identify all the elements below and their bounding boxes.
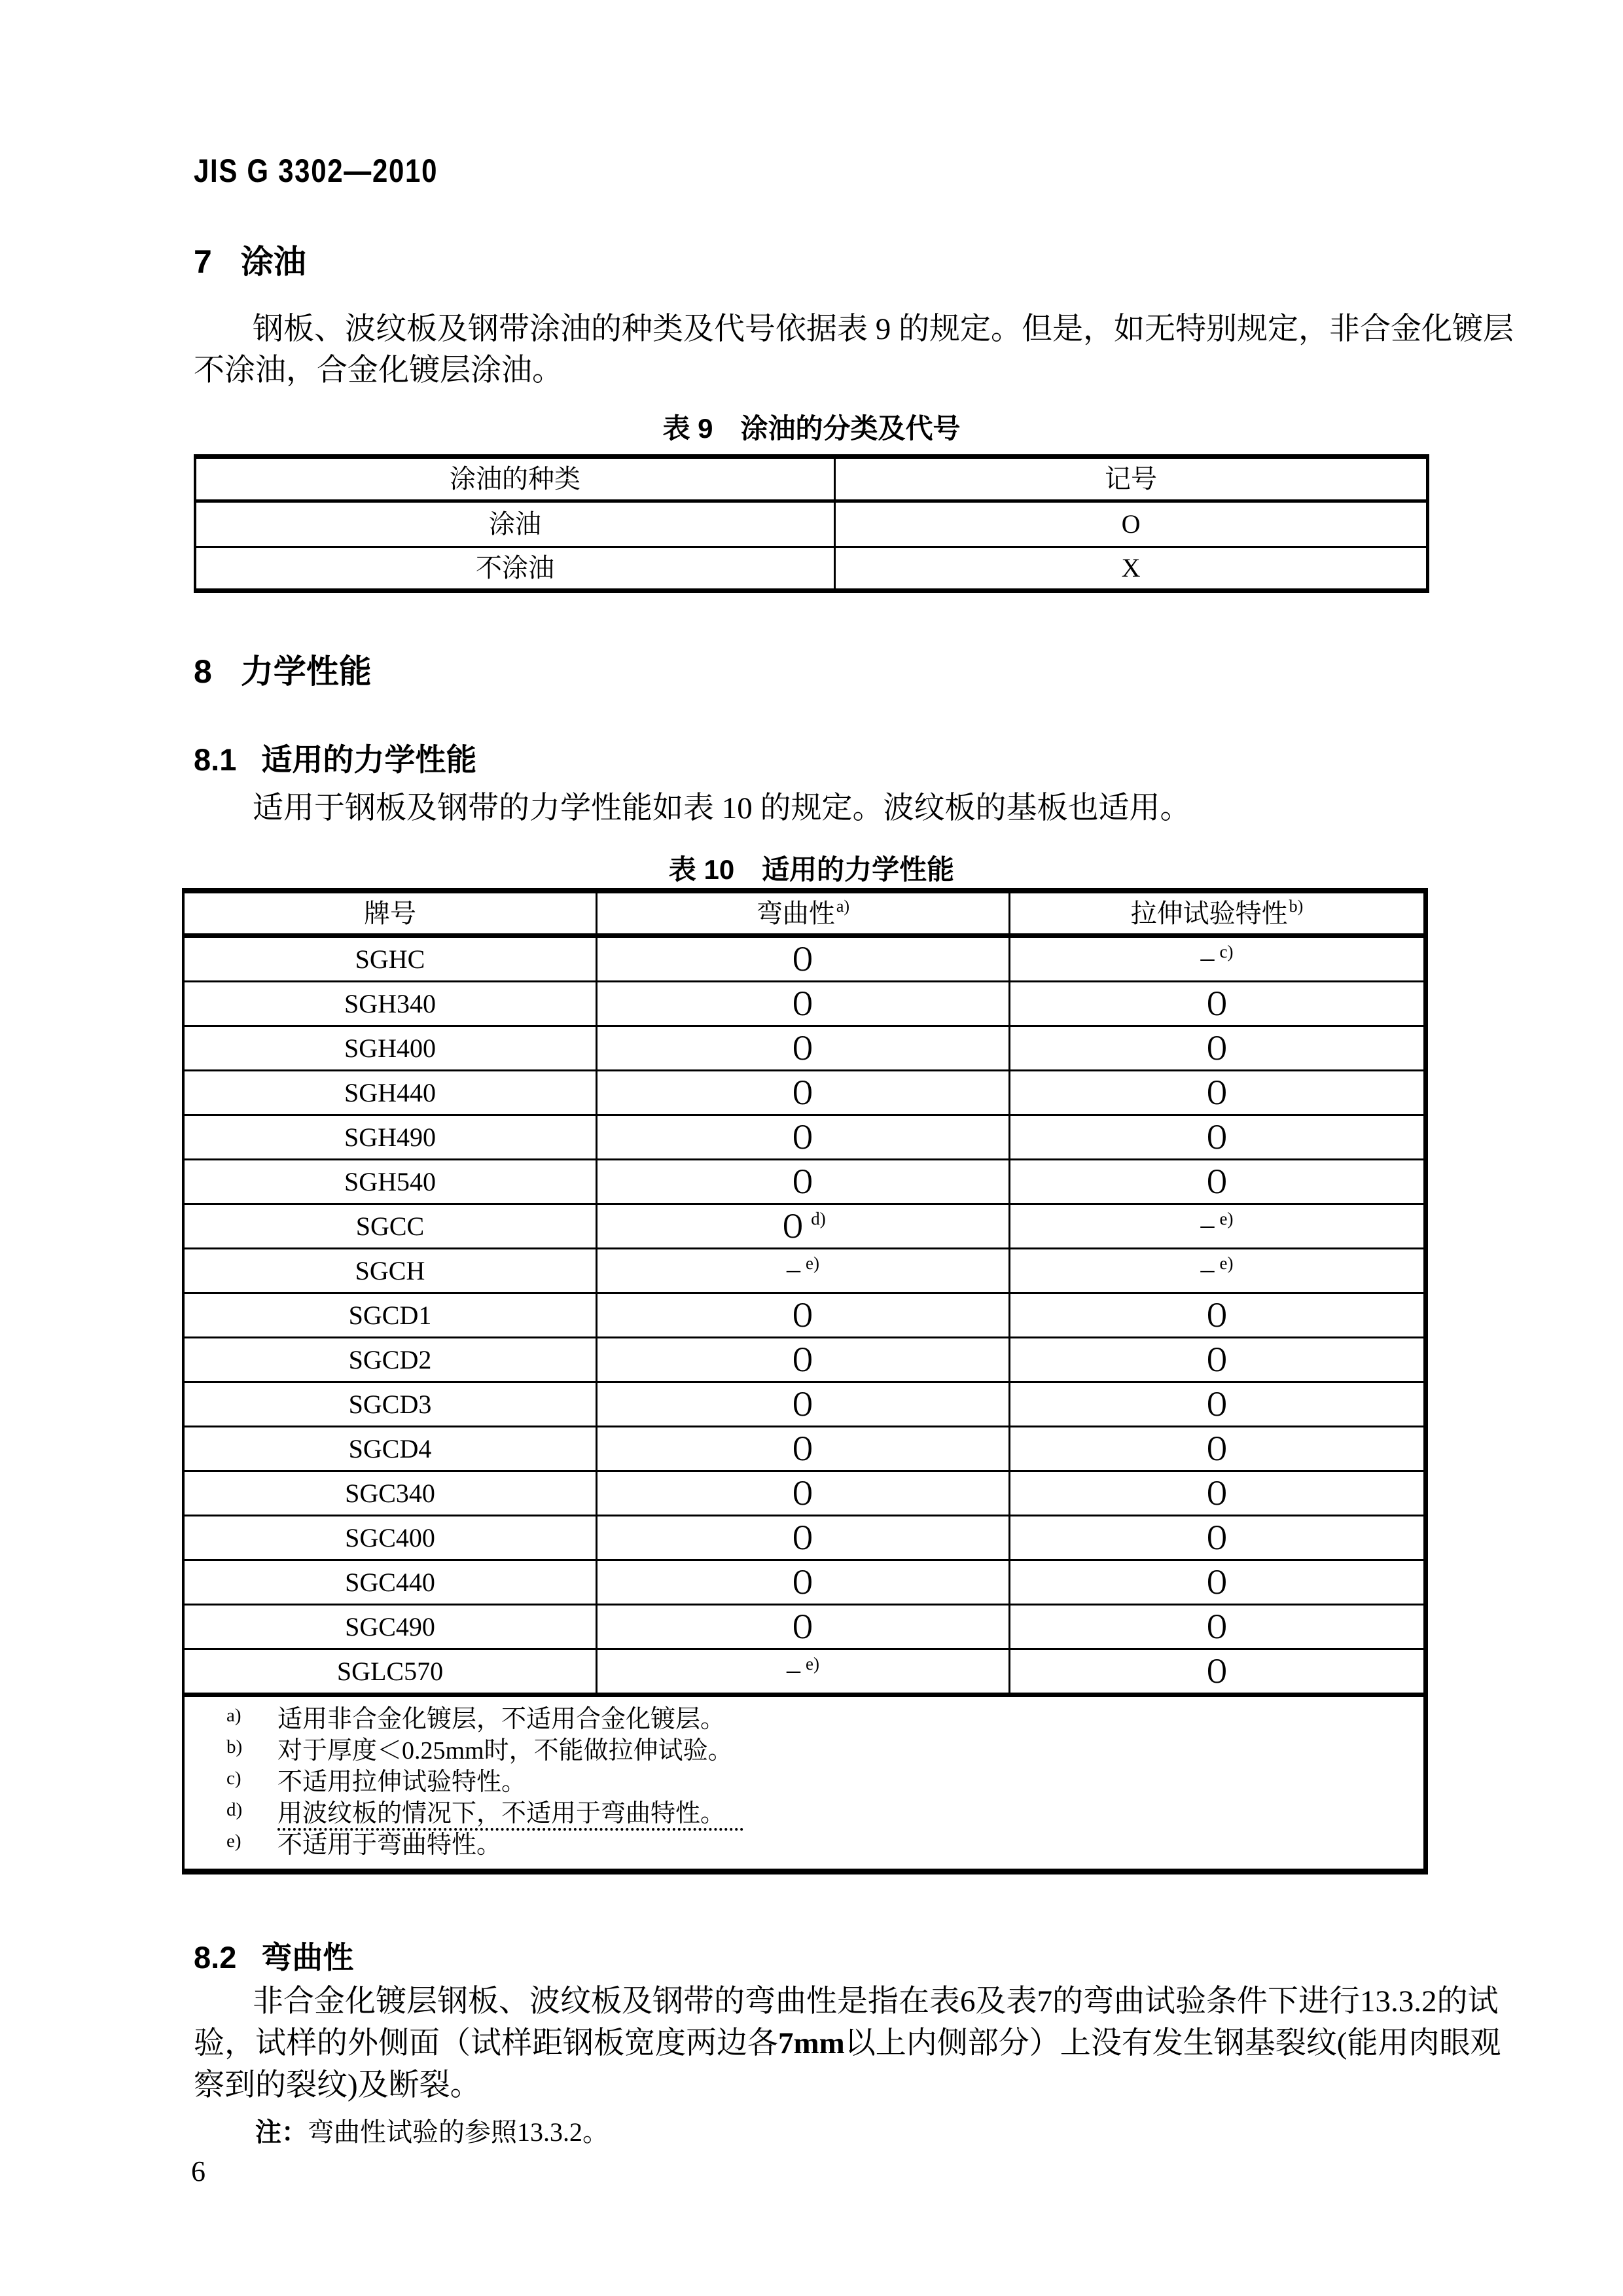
circle-mark: O — [1207, 1429, 1227, 1468]
header-superscript: b) — [1289, 897, 1304, 916]
circle-mark: O — [1207, 1028, 1227, 1067]
section-8-2-note — [255, 2111, 609, 2149]
table-10-bend-cell — [597, 1650, 1010, 1693]
table-row — [185, 1605, 1423, 1650]
table-row — [185, 1249, 1423, 1294]
table-10-tensile-cell — [1010, 1383, 1423, 1426]
cell-superscript: c) — [1219, 942, 1234, 961]
table-10-bend-cell — [597, 1027, 1010, 1069]
cell-superscript: d) — [811, 1209, 826, 1229]
dash-mark: – — [786, 1655, 800, 1685]
footnote-marker: b) — [226, 1736, 243, 1757]
header-superscript: a) — [836, 897, 850, 916]
paragraph-line — [194, 2022, 1501, 2064]
footnote-marker: e) — [226, 1831, 241, 1852]
table-row — [185, 1427, 1423, 1472]
table-10-bend-cell — [597, 1071, 1010, 1114]
table-10-tensile-cell — [1010, 1205, 1423, 1247]
section-8-2-heading — [194, 1933, 353, 1977]
table-row — [196, 503, 1426, 548]
table-9-header-kind: 涂油的种类 — [196, 459, 836, 499]
bold-text: 7mm — [778, 2026, 845, 2060]
table-10-tensile-cell — [1010, 1472, 1423, 1515]
table-10-tensile-cell — [1010, 1427, 1423, 1470]
section-8-2-title: 弯曲性 — [261, 1940, 354, 1975]
table-row — [185, 1294, 1423, 1338]
table-10-bend-cell — [597, 1605, 1010, 1648]
dash-mark: – — [1200, 1255, 1215, 1285]
circle-mark: O — [1207, 1518, 1227, 1557]
table-10-grade-cell: SGH490 — [185, 1116, 597, 1158]
table-10-bend-cell — [597, 1472, 1010, 1515]
table-10-tensile-cell — [1010, 1160, 1423, 1203]
table-row — [185, 1472, 1423, 1516]
circle-mark: O — [793, 1117, 813, 1157]
table-10-grade-cell: SGLC570 — [185, 1650, 597, 1693]
table-10-tensile-cell — [1010, 1249, 1423, 1292]
table-row — [185, 1516, 1423, 1561]
table-10-tensile-cell — [1010, 1516, 1423, 1559]
table-10-bend-cell — [597, 938, 1010, 980]
table-10-body — [185, 938, 1423, 1693]
circle-mark: O — [1207, 1295, 1227, 1335]
footnote-line — [185, 1735, 1423, 1767]
table-10-grade-cell: SGHC — [185, 938, 597, 980]
table-10-tensile-cell — [1010, 938, 1423, 980]
table-10-grade-cell: SGH400 — [185, 1027, 597, 1069]
section-7-title: 涂油 — [240, 243, 306, 280]
table-row — [185, 1160, 1423, 1205]
footnote-line — [185, 1829, 1423, 1861]
table-row — [185, 1383, 1423, 1427]
section-8-heading — [194, 645, 372, 692]
table-9-code-cell: X — [1121, 553, 1141, 583]
table-9-kind-cell: 不涂油 — [196, 548, 836, 588]
circle-mark: O — [793, 1384, 813, 1424]
table-10-bend-cell — [597, 982, 1010, 1025]
table-10-bend-cell — [597, 1205, 1010, 1247]
header-text: 牌号 — [363, 899, 416, 928]
table-10-bend-cell — [597, 1249, 1010, 1292]
circle-mark: O — [1207, 1117, 1227, 1157]
table-10-grade-cell: SGCD1 — [185, 1294, 597, 1336]
footnote-marker: c) — [226, 1768, 241, 1789]
text-segment: 验，试样的外侧面（试样距钢板宽度两边各 — [194, 2026, 778, 2060]
table-10-grade-cell: SGCD4 — [185, 1427, 597, 1470]
section-8-1-paragraph: 适用于钢板及钢带的力学性能如表 10 的规定。波纹板的基板也适用。 — [253, 791, 1191, 825]
paragraph-line — [194, 2064, 1450, 2106]
cell-superscript: e) — [1219, 1209, 1234, 1229]
section-8-1-title: 适用的力学性能 — [261, 742, 477, 777]
page-number: 6 — [191, 2155, 205, 2187]
note-text: 弯曲性试验的参照13.3.2。 — [308, 2117, 609, 2147]
table-10-tensile-cell — [1010, 1605, 1423, 1648]
footnote-text: 对于厚度＜0.25mm时，不能做拉伸试验。 — [277, 1737, 733, 1765]
section-7-heading — [194, 236, 306, 283]
circle-mark: O — [1207, 1384, 1227, 1424]
footnote-marker: a) — [226, 1705, 241, 1726]
table-10-header-cell — [597, 893, 1010, 933]
table-9-title: 表 9 涂油的分类及代号 — [662, 413, 961, 444]
table-10-grade-cell: SGCH — [185, 1249, 597, 1292]
table-10-grade-cell: SGC490 — [185, 1605, 597, 1648]
table-10-tensile-cell — [1010, 1294, 1423, 1336]
circle-mark: O — [793, 1028, 813, 1067]
section-7-number: 7 — [194, 243, 212, 280]
table-10-grade-cell: SGCD2 — [185, 1338, 597, 1381]
section-7-paragraph — [194, 309, 1514, 391]
circle-mark: O — [793, 1473, 813, 1513]
section-8-1-number: 8.1 — [194, 742, 237, 777]
circle-mark: O — [793, 939, 813, 978]
circle-mark: O — [793, 1295, 813, 1335]
circle-mark: O — [1207, 1340, 1227, 1379]
table-10-bend-cell — [597, 1561, 1010, 1604]
table-10-bend-cell — [597, 1116, 1010, 1158]
circle-mark: O — [793, 1607, 813, 1646]
paragraph-line: 钢板、波纹板及钢带涂油的种类及代号依据表 9 的规定。但是，如无特别规定，非合金化镀层 — [253, 312, 1514, 346]
text-segment: 以上内侧部分）上没有发生钢基裂纹(能用肉眼观 — [844, 2026, 1501, 2060]
dash-mark: – — [1200, 943, 1215, 973]
paragraph-line: 不涂油，合金化镀层涂油。 — [194, 353, 563, 387]
table-10-grade-cell: SGC400 — [185, 1516, 597, 1559]
table-10-title: 表 10 适用的力学性能 — [668, 854, 955, 885]
note-label: 注： — [255, 2118, 308, 2147]
circle-mark: O — [793, 1162, 813, 1201]
section-8-2-number: 8.2 — [194, 1940, 237, 1975]
circle-mark: O — [793, 1073, 813, 1112]
table-10-tensile-cell — [1010, 982, 1423, 1025]
text-segment: 察到的裂纹)及断裂。 — [194, 2068, 481, 2102]
table-10-grade-cell: SGH340 — [185, 982, 597, 1025]
table-row — [185, 938, 1423, 982]
footnote-text: 用波纹板的情况下，不适用于弯曲特性。 — [277, 1799, 743, 1831]
circle-mark: O — [1207, 1607, 1227, 1646]
table-9-header-row — [196, 459, 1426, 503]
circle-mark: O — [1207, 1651, 1227, 1691]
dash-mark: – — [786, 1255, 800, 1285]
table-10-grade-cell: SGCD3 — [185, 1383, 597, 1426]
section-8-number: 8 — [194, 653, 212, 690]
circle-mark: O — [1207, 1562, 1227, 1602]
table-10-bend-cell — [597, 1160, 1010, 1203]
dash-mark: – — [1200, 1210, 1215, 1240]
table-row — [185, 1650, 1423, 1693]
paragraph-line — [194, 1981, 1499, 2022]
footnote-line — [185, 1767, 1423, 1798]
table-10-tensile-cell — [1010, 1071, 1423, 1114]
circle-mark: O — [1207, 1473, 1227, 1513]
circle-mark: O — [793, 1340, 813, 1379]
cell-superscript: e) — [805, 1253, 819, 1273]
table-row — [185, 1338, 1423, 1383]
table-row — [185, 982, 1423, 1027]
footnote-line — [185, 1704, 1423, 1735]
table-9-kind-cell: 涂油 — [196, 503, 836, 546]
table-10 — [182, 888, 1428, 1874]
table-10-tensile-cell — [1010, 1027, 1423, 1069]
table-10-bend-cell — [597, 1427, 1010, 1470]
footnote-text: 不适用拉伸试验特性。 — [277, 1768, 527, 1796]
table-9-header-code: 记号 — [1105, 464, 1158, 493]
table-9-code-cell: O — [1121, 509, 1141, 539]
table-10-header-cell — [1010, 893, 1423, 933]
section-8-2-paragraph — [194, 1981, 1501, 2106]
table-9 — [194, 454, 1429, 593]
text-segment: 非合金化镀层钢板、波纹板及钢带的弯曲性是指在表6及表7的弯曲试验条件下进行13.3.2的试 — [253, 1984, 1499, 2018]
table-row — [185, 1027, 1423, 1071]
circle-mark: O — [793, 1518, 813, 1557]
footnote-marker: d) — [226, 1799, 243, 1820]
table-10-bend-cell — [597, 1294, 1010, 1336]
circle-mark: O — [783, 1206, 803, 1246]
header-text: 拉伸试验特性 — [1130, 899, 1288, 928]
table-10-header-cell — [185, 893, 597, 933]
table-10-header-row — [185, 893, 1423, 938]
table-10-grade-cell: SGC440 — [185, 1561, 597, 1604]
table-row — [196, 548, 1426, 588]
footnote-text: 不适用于弯曲特性。 — [277, 1831, 502, 1859]
header-text: 弯曲性 — [756, 899, 835, 928]
circle-mark: O — [793, 984, 813, 1023]
table-10-tensile-cell — [1010, 1561, 1423, 1604]
table-10-bend-cell — [597, 1516, 1010, 1559]
table-10-tensile-cell — [1010, 1116, 1423, 1158]
table-row — [185, 1071, 1423, 1116]
table-10-grade-cell: SGCC — [185, 1205, 597, 1247]
table-row — [185, 1205, 1423, 1249]
circle-mark: O — [1207, 984, 1227, 1023]
table-10-bend-cell — [597, 1338, 1010, 1381]
cell-superscript: e) — [1219, 1253, 1234, 1273]
footnote-line — [185, 1798, 1423, 1829]
doc-number: JIS G 3302—2010 — [194, 152, 438, 189]
circle-mark: O — [793, 1562, 813, 1602]
cell-superscript: e) — [805, 1654, 819, 1674]
table-10-bend-cell — [597, 1383, 1010, 1426]
table-10-grade-cell: SGH440 — [185, 1071, 597, 1114]
table-10-footnotes — [185, 1693, 1423, 1869]
table-10-tensile-cell — [1010, 1338, 1423, 1381]
circle-mark: O — [1207, 1162, 1227, 1201]
circle-mark: O — [1207, 1073, 1227, 1112]
circle-mark: O — [793, 1429, 813, 1468]
section-8-title: 力学性能 — [240, 653, 372, 690]
section-8-1-heading — [194, 736, 476, 780]
table-10-tensile-cell — [1010, 1650, 1423, 1693]
table-row — [185, 1116, 1423, 1160]
table-row — [185, 1561, 1423, 1605]
table-10-grade-cell: SGH540 — [185, 1160, 597, 1203]
footnote-text: 适用非合金化镀层，不适用合金化镀层。 — [277, 1706, 726, 1733]
table-10-grade-cell: SGC340 — [185, 1472, 597, 1515]
